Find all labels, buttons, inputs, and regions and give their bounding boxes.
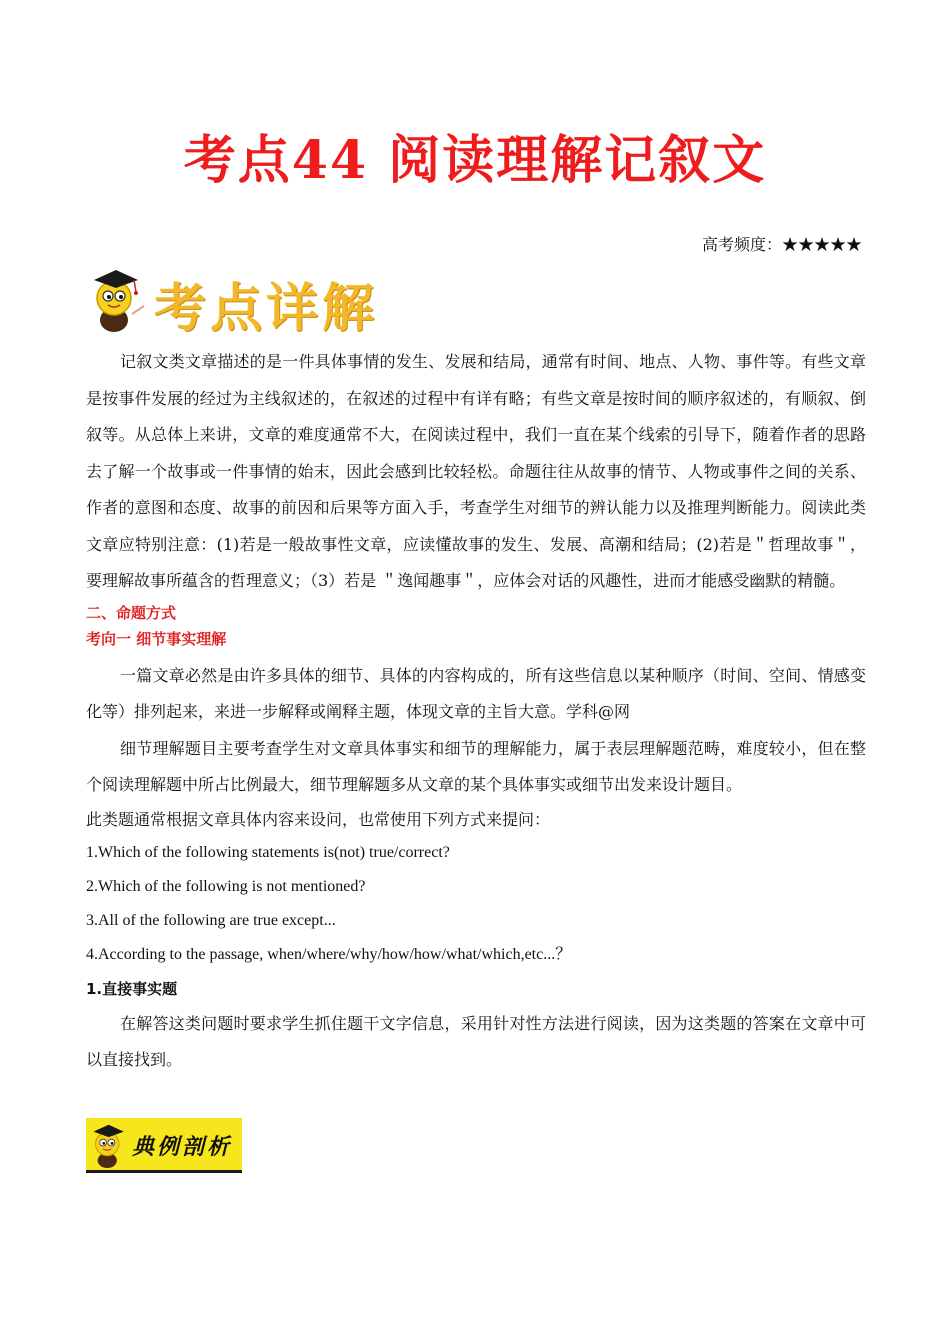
example-analysis-banner — [86, 1118, 242, 1173]
mascot-graduate-icon — [88, 1118, 132, 1170]
frequency-label: 高考频度： — [701, 235, 782, 254]
direct-fact-paragraph: 在解答这类问题时要求学生抓住题干文字信息，采用针对性方法进行阅读，因为这类题的答案在文章中可以直接找到。 — [86, 1013, 866, 1069]
intro-paragraph: 记叙文类文章描述的是一件具体事情的发生、发展和结局，通常有时间、地点、人物、事件等。有些文章是按事件发展的经过为主线叙述的，在叙述的过程中有详有略；有些文章是按时间的顺序叙述的，有顺叙、倒叙等。从总体上来讲，文章的难度通常不大，在阅读过程中，我们一直在某个线索的引导下，随着作者的思路去了解一个故事或一件事情的始末，因此会感到比较轻松。命题往往从故事的情节、人物或事件之间的关系、作者的意图和态度、故事的前因和后果等方面入手，考查学生对细节的辨认能力以及推理判断能力。阅读此类文章应特别注意：(1)若是一般故事性文章，应读懂故事的发生、发展、高潮和结局；(2)若是＂哲理故事＂，要理解故事所蕴含的哲理意义；（3）若是 ＂逸闻趣事＂，应体会对话的风趣性，进而才能感受幽默的精髓。 — [86, 352, 866, 590]
detail-paragraph-1: 一篇文章必然是由许多具体的细节、具体的内容构成的，所有这些信息以某种顺序（时间、空间、情感变化等）排列起来，来进一步解释或阐释主题，体现文章的主旨大意。学科@网 — [86, 665, 866, 721]
heading-proposition-method: 二、命题方式 — [86, 603, 177, 622]
frequency-stars: ★★★★★ — [781, 235, 862, 254]
example-analysis-title: 典例剖析 — [132, 1134, 233, 1160]
question-item-4: 4.According to the passage, when/where/why/how/how/what/which,etc...？ — [86, 945, 572, 963]
question-item-1: 1.Which of the following statements is(not) true/correct? — [86, 843, 450, 861]
detail-paragraph-3: 此类题通常根据文章具体内容来设问，也常使用下列方式来提问： — [86, 809, 551, 829]
question-item-3: 3.All of the following are true except... — [86, 911, 336, 929]
section-banner-title: 考点详解 — [154, 278, 379, 339]
section-banner-kaodian — [86, 262, 406, 339]
detail-paragraph-2: 细节理解题目主要考查学生对文章具体事实和细节的理解能力，属于表层理解题范畴，难度较小，但在整个阅读理解题中所占比例最大，细节理解题多从文章的某个具体事实或细节出发来设计题目。 — [86, 738, 866, 794]
heading-detail-understanding: 考向一 细节事实理解 — [86, 629, 227, 648]
page-title: 考点44 阅读理解记叙文 — [183, 130, 767, 191]
heading-direct-fact: 1.直接事实题 — [86, 979, 178, 998]
mascot-graduate-icon — [86, 262, 150, 334]
question-item-2: 2.Which of the following is not mentioned? — [86, 877, 366, 895]
main-content — [86, 344, 866, 1079]
frequency-rating — [702, 232, 862, 255]
